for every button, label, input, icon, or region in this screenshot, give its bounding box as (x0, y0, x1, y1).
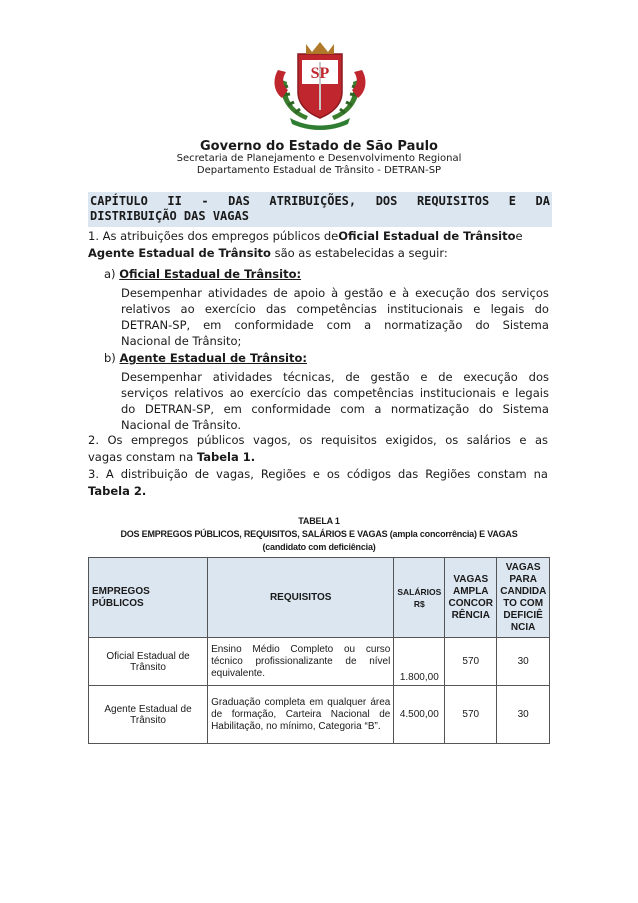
item-a-marker: a) (104, 267, 116, 281)
word: constam (477, 467, 527, 481)
table-caption-title: TABELA 1 (298, 516, 340, 526)
word: ao (229, 386, 244, 400)
word: gestão (344, 286, 384, 300)
item-b-body (121, 369, 549, 433)
word: distribuição (120, 467, 188, 481)
item-b-line (121, 385, 549, 401)
item-a-title: Oficial Estadual de Trânsito: (119, 267, 302, 281)
word: institucionais (419, 386, 496, 400)
item-2-line1 (88, 432, 548, 449)
item-b-line: Nacional de Trânsito. (121, 418, 242, 432)
chapter-word: ATRIBUIÇÕES, (269, 194, 357, 208)
word: dos (475, 286, 496, 300)
word: das (265, 302, 287, 316)
item-a-line (121, 317, 549, 333)
chapter-word: DA (535, 194, 550, 208)
word: normatização (384, 318, 463, 332)
word: na (533, 467, 548, 481)
word: do (121, 402, 136, 416)
word: e (420, 370, 428, 384)
cell-requisitos: Ensino Médio Completo ou curso técnico profissionalizante de nível equivalente. (208, 638, 394, 686)
cell-salario: 1.800,00 (394, 638, 445, 686)
word: e (519, 433, 527, 447)
cell-salario: 4.500,00 (394, 686, 445, 744)
government-title: Governo do Estado de São Paulo (200, 139, 438, 154)
word: Desempenhar (121, 370, 202, 384)
word: salários (466, 433, 511, 447)
word: relativos (174, 386, 224, 400)
word: atividades (212, 370, 273, 384)
item-b-line (121, 369, 549, 385)
word: dos (528, 370, 549, 384)
header-salarios: SALÁRIOS R$ (394, 558, 445, 638)
word: serviços (501, 286, 549, 300)
item-a-line: Nacional de Trânsito; (121, 334, 242, 348)
item-b-marker: b) (104, 351, 116, 365)
word: em (203, 318, 222, 332)
word: à (331, 286, 339, 300)
word: DETRAN-SP, (121, 318, 191, 332)
sao-paulo-coat-of-arms-icon (268, 40, 372, 132)
item-a-body (121, 285, 549, 349)
chapter-word: REQUISITOS (416, 194, 490, 208)
table-caption-subtitle-2: (candidato com deficiência) (262, 542, 376, 552)
word: 2. (88, 433, 99, 447)
department-subtitle: Departamento Estadual de Trânsito - DETRAN-SP (196, 165, 442, 176)
word: requisitos (320, 433, 377, 447)
cell-requisitos: Graduação completa em qualquer área de formação, Carteira Nacional de Habilitação, no mínimo, Categoria “B”. (208, 686, 394, 744)
item-1-paragraph (88, 228, 548, 262)
table-caption-subtitle: DOS EMPREGOS PÚBLICOS, REQUISITOS, SALÁRIOS E VAGAS (ampla concorrência) E VAGAS (120, 529, 518, 539)
item-3-line2 (88, 483, 548, 500)
word: execução (415, 286, 470, 300)
word: 3. (88, 467, 99, 481)
word: A (105, 467, 114, 481)
word: exigidos, (385, 433, 437, 447)
word: Desempenhar (121, 286, 202, 300)
word: Regiões (425, 467, 471, 481)
item-2-line2: vagas constam na Tabela 1. (88, 450, 256, 464)
word: os (445, 433, 459, 447)
header-vagas-ampla: VAGAS AMPLA CONCOR RÊNCIA (445, 558, 497, 638)
item-a-line (121, 301, 549, 317)
word: Sistema (502, 402, 549, 416)
header-empregos: EMPREGOS PÚBLICOS (89, 558, 208, 638)
word: em (223, 402, 242, 416)
word: exercício (204, 302, 256, 316)
cell-vagas-deficiencia: 30 (497, 638, 550, 686)
item-3-paragraph (88, 466, 548, 500)
chapter-word: II (167, 194, 182, 208)
chapter-word: DOS (375, 194, 398, 208)
word: apoio (293, 286, 326, 300)
item-1-line1 (88, 228, 548, 245)
word: com (326, 318, 352, 332)
item-b-heading (104, 350, 307, 366)
word: atividades (207, 286, 268, 300)
item-2-bold-tabela: Tabela 1. (196, 450, 256, 464)
chapter-heading-line2: DISTRIBUIÇÃO DAS VAGAS (90, 209, 249, 223)
word: e (312, 467, 320, 481)
item-3-line1 (88, 466, 548, 483)
word: e (501, 386, 510, 400)
word: gestão (370, 370, 410, 384)
table-header-row (89, 558, 550, 638)
word: públicos (196, 433, 245, 447)
word: de (438, 370, 453, 384)
chapter-word: DAS (228, 194, 250, 208)
cell-vagas-ampla: 570 (445, 638, 497, 686)
word: os (326, 467, 340, 481)
word: legais (490, 302, 525, 316)
item-1-line2 (88, 245, 548, 262)
cell-vagas-ampla: 570 (445, 686, 497, 744)
positions-table (88, 557, 550, 744)
word: legais (515, 386, 549, 400)
item-a-line (121, 285, 549, 301)
word: Regiões (260, 467, 306, 481)
word: normatização (390, 402, 470, 416)
header-vagas-deficiencia: VAGAS PARA CANDIDA TO COM DEFICIÊ NCIA (497, 558, 550, 638)
item-1-bold-agente: Agente Estadual de Trânsito (88, 246, 271, 260)
word: conformidade (251, 402, 331, 416)
item-1-bold-oficial: Oficial Estadual de Trânsito (338, 229, 516, 243)
word: Os (107, 433, 123, 447)
word: de (345, 370, 360, 384)
word: vagas, (216, 467, 254, 481)
item-2-paragraph (88, 432, 548, 466)
seal-text: SP (310, 65, 330, 82)
word: relativos (121, 302, 171, 316)
word: empregos (130, 433, 189, 447)
chapter-word: - (201, 194, 209, 208)
word: Sistema (502, 318, 549, 332)
cell-emprego: Agente Estadual de Trânsito (89, 686, 208, 744)
word: institucionais (387, 302, 464, 316)
word: de (273, 286, 288, 300)
item-a-heading (104, 266, 301, 282)
word: e (389, 286, 397, 300)
chapter-heading-line1 (90, 194, 550, 209)
word: do (534, 302, 549, 316)
item-b-title: Agente Estadual de Trânsito: (119, 351, 307, 365)
word: a (364, 318, 372, 332)
cell-emprego: Oficial Estadual de Trânsito (89, 638, 208, 686)
table-row (89, 686, 550, 744)
word: os (299, 433, 313, 447)
word: a (374, 402, 382, 416)
word: do (475, 318, 490, 332)
word: das (397, 467, 419, 481)
word: códigos (346, 467, 392, 481)
chapter-word: CAPÍTULO (90, 194, 148, 208)
word: ao (180, 302, 195, 316)
word: competências (333, 386, 414, 400)
word: as (534, 433, 548, 447)
word: e (473, 302, 481, 316)
word: vagos, (253, 433, 291, 447)
word: de (194, 467, 210, 481)
word: à (402, 286, 410, 300)
word: do (478, 402, 494, 416)
cell-vagas-deficiencia: 30 (497, 686, 550, 744)
item-3-bold-tabela: Tabela 2. (88, 484, 147, 498)
header-requisitos: REQUISITOS (208, 558, 394, 638)
word: exercício (249, 386, 301, 400)
word: execução (463, 370, 518, 384)
item-1-text: e (515, 229, 523, 243)
word: serviços (121, 386, 169, 400)
word: técnicas, (283, 370, 335, 384)
secretariat-subtitle: Secretaria de Planejamento e Desenvolvimento Regional (176, 153, 462, 164)
item-1-text: são as estabelecidas a seguir: (270, 246, 448, 260)
table-row (89, 638, 550, 686)
chapter-heading (88, 192, 552, 227)
word: competências (296, 302, 377, 316)
chapter-word: E (508, 194, 516, 208)
word: das (306, 386, 328, 400)
item-b-line (121, 401, 549, 417)
word: conformidade (234, 318, 314, 332)
item-1-text: 1. As atribuições dos empregos públicos de (88, 229, 339, 243)
word: DETRAN-SP, (144, 402, 215, 416)
word: com (340, 402, 365, 416)
